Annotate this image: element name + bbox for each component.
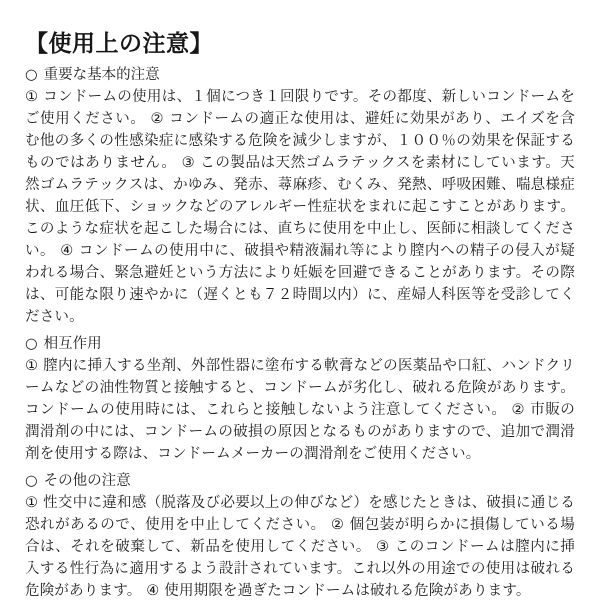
section-interactions	[25, 333, 575, 465]
section-heading-text: 相互作用	[43, 336, 102, 352]
section-body-text: ① 性交中に違和感（脱落及び必要以上の伸びなど）を感じたときは、破損に通じる恐れがあるので、使用を中止してください。 ② 個包装が明らかに損傷している場合は、それを破棄して、新品を使用してください。 ③ このコンドームは膣内に挿入する性行為に適用するよう設計されています。これ以外の用途での使用は破れる危険があります。 ④ 使用期限を過ぎたコンドームは破れる危険があります。	[25, 495, 575, 599]
section-heading-text: その他の注意	[43, 473, 131, 489]
circle-marker-icon: ○	[25, 473, 38, 489]
section-body-text: ① 膣内に挿入する坐剤、外部性器に塗布する軟膏などの医薬品や口紅、ハンドクリームなどの油性物質と接触すると、コンドームが劣化し、破れる危険があります。コンドームの使用時には、これらと接触しないよう注意してください。 ② 市販の潤滑剤の中には、コンドームの破損の原因となるものがありますので、追加で潤滑剤を使用する際は、コンドームメーカーの潤滑剤をご使用ください。	[25, 358, 575, 462]
circle-marker-icon: ○	[25, 67, 38, 83]
section-heading	[25, 333, 575, 355]
section-heading	[25, 470, 575, 492]
section-body-text: ① コンドームの使用は、１個につき１回限りです。その都度、新しいコンドームをご使用ください。 ② コンドームの適正な使用は、避妊に効果があり、エイズを含む他の多くの性感染症に感染する危険を減少しますが、１００％の効果を保証するものではありません。 ③ この製品は天然ゴムラテックスを素材にしています。天然ゴムラテックスは、かゆみ、発赤、蕁麻疹、むくみ、発熱、呼吸困難、喘息様症状、血圧低下、ショックなどのアレルギー性症状をまれに起こすことがあります。このような症状を起こした場合には、直ちに使用を中止し、医師に相談してください。 ④ コンドームの使用中に、破損や精液漏れ等により膣内への精子の侵入が疑われる場合、緊急避妊という方法により妊娠を回避できることがあります。その際は、可能な限り速やかに（遅くとも７２時間以内）に、産婦人科医等を受診してください。	[25, 89, 575, 325]
section-heading	[25, 64, 575, 86]
section-heading-text: 重要な基本的注意	[43, 67, 160, 83]
section-other-precautions	[25, 470, 575, 602]
section-important-basic-precautions	[25, 64, 575, 328]
circle-marker-icon: ○	[25, 336, 38, 352]
page-title: 【使用上の注意】	[25, 31, 213, 57]
